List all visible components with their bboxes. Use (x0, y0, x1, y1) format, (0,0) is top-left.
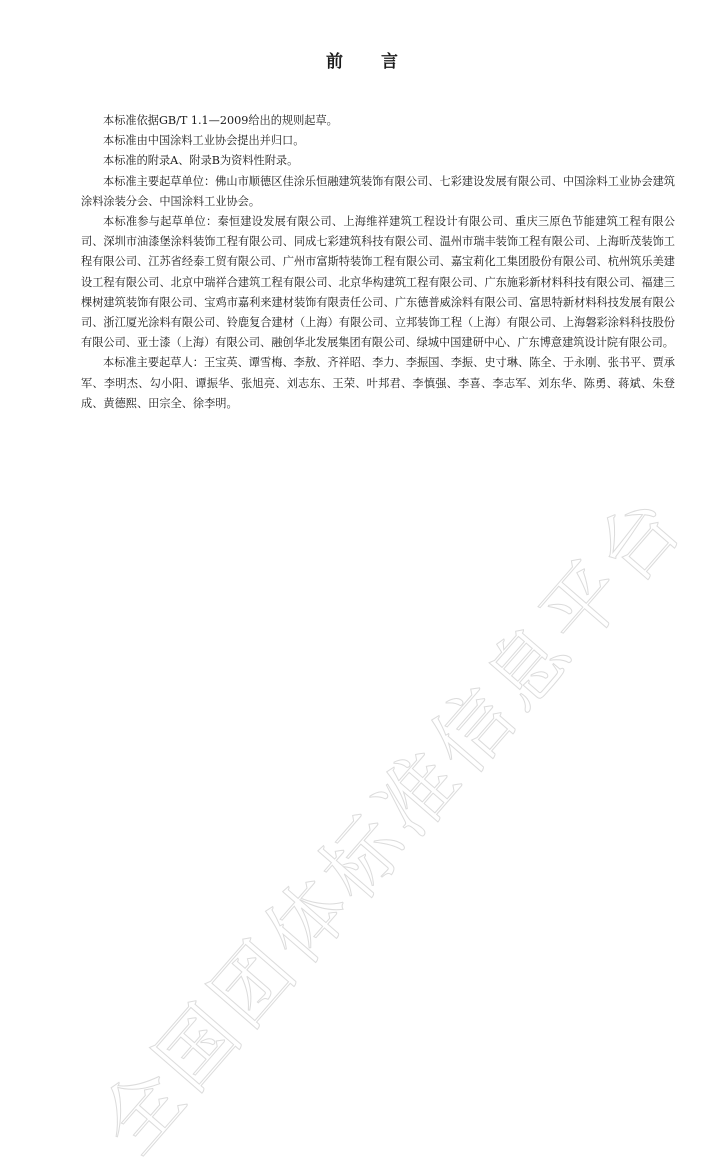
page-title: 前言 (326, 52, 436, 72)
paragraph-appendix: 本标准的附录A、附录B为资料性附录。 (103, 154, 299, 168)
paragraph-participating-units: 本标准参与起草单位：秦恒建设发展有限公司、上海维祥建筑工程设计有限公司、重庆三原色节能建筑工程有限公司、深圳市油漆堡涂料装饰工程有限公司、同成七彩建筑科技有限公司、温州市瑞丰装饰工程有限公司、上海昕茂装饰工程有限公司、江苏省经泰工贸有限公司、广州市富斯特装饰工程有限公司、嘉宝莉化工集团股份有限公司、杭州筑乐美建设工程有限公司、北京中瑞祥合建筑工程有限公司、北京华构建筑工程有限公司、广东施彩新材料科技有限公司、福建三棵树建筑装饰有限公司、宝鸡市嘉利来建材装饰有限责任公司、广东德普威涂料有限公司、富思特新材料科技发展有限公司、浙江厦光涂料有限公司、铃鹿复合建材（上海）有限公司、立邦装饰工程（上海）有限公司、上海磐彩涂料科技股份有限公司、亚士漆（上海）有限公司、融创华北发展集团有限公司、绿城中国建研中心、广东博意建筑设计院有限公司。 (81, 215, 675, 350)
paragraph-drafting-rules: 本标准依据GB/T 1.1—2009给出的规则起草。 (103, 114, 338, 127)
paragraph-main-drafters: 本标准主要起草人：王宝英、谭雪梅、李敖、齐祥昭、李力、李振国、李振、史寸琳、陈全、于永刚、张书平、贾承军、李明杰、勾小阳、谭振华、张旭亮、刘志东、王荣、叶邦君、李慎强、李喜、李志军、刘东华、陈勇、蒋斌、朱登成、黄德熙、田宗全、徐李明。 (81, 356, 675, 410)
paragraph-proposer: 本标准由中国涂料工业协会提出并归口。 (103, 134, 305, 148)
foreword-body (81, 111, 675, 414)
paragraph-main-drafting-units: 本标准主要起草单位：佛山市顺德区佳涂乐恒融建筑装饰有限公司、七彩建设发展有限公司、中国涂料工业协会建筑涂料涂装分会、中国涂料工业协会。 (81, 174, 675, 208)
watermark-text: 全国团体标准信息平台 (83, 477, 703, 1171)
